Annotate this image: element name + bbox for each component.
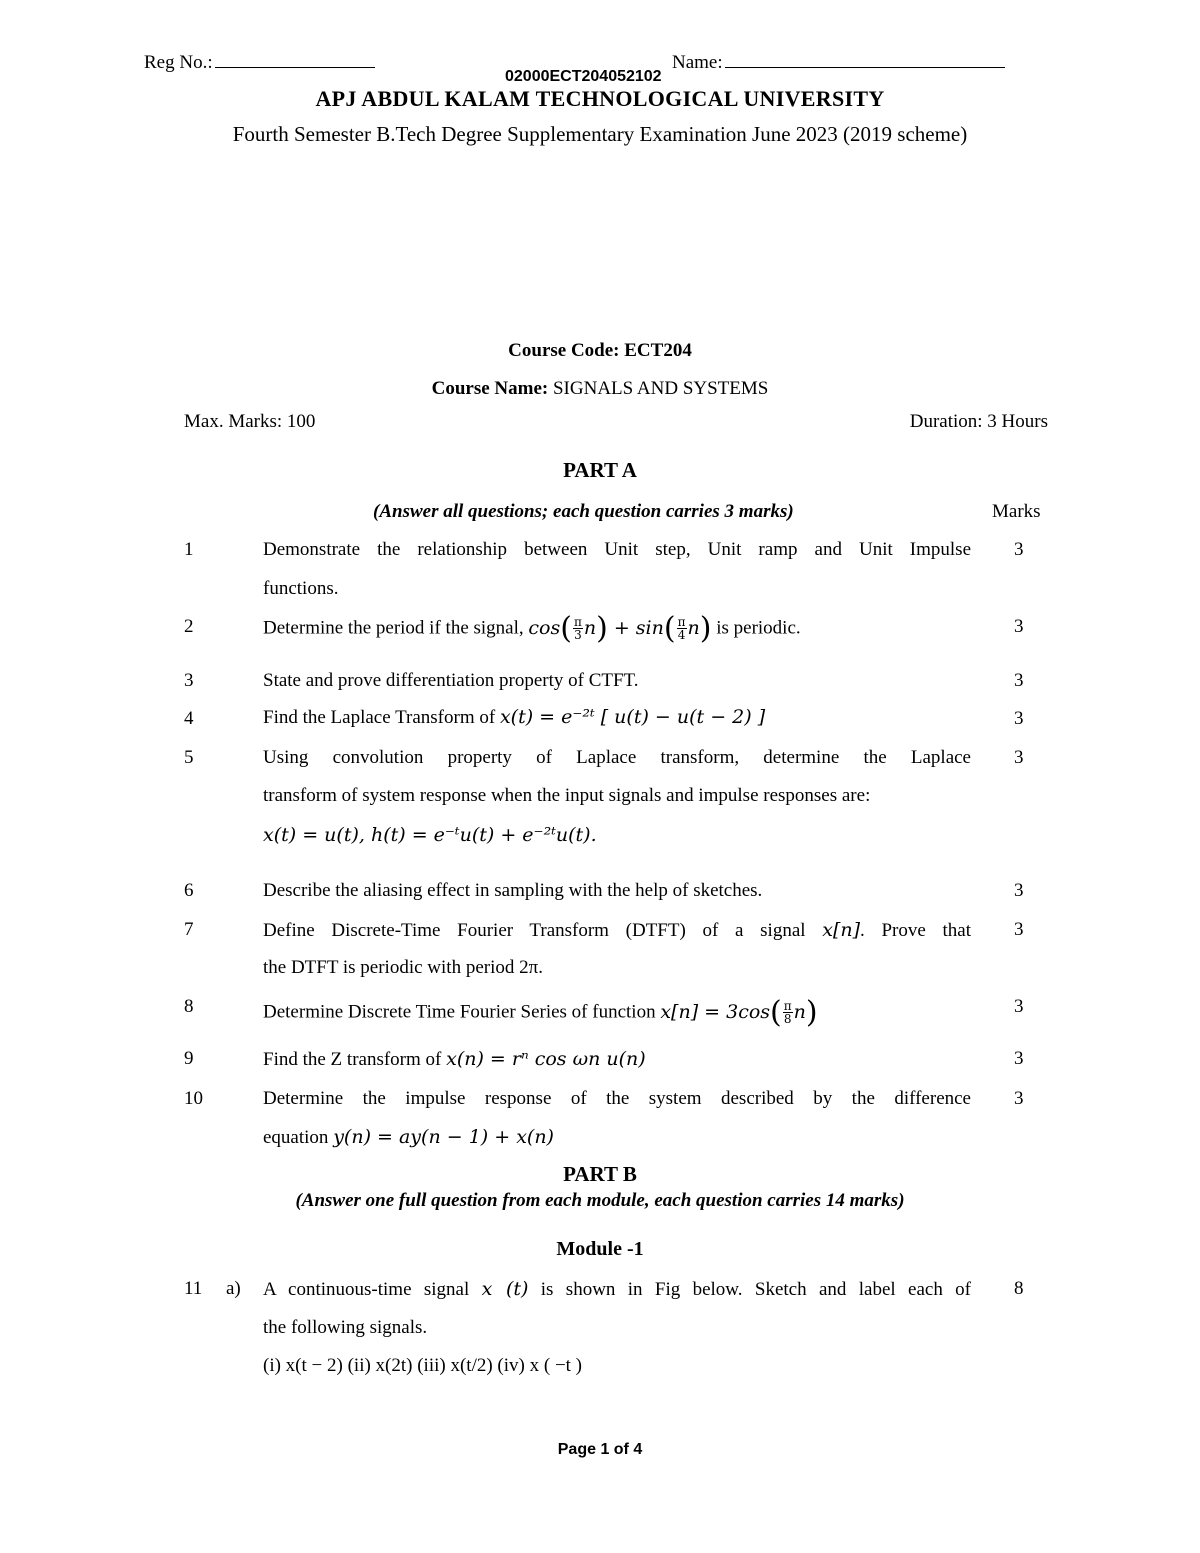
reg-no-field [144,52,375,74]
part-b-instruction: (Answer one full question from each module, each question carries 14 marks) [295,1190,905,1211]
q7-text-line2: the DTFT is periodic with period 2π. [263,957,543,978]
q9-number: 9 [184,1048,194,1069]
q7-math: x[n] [822,919,861,941]
name-label: Name: [672,52,723,73]
q3-text: State and prove differentiation property of CTFT. [263,670,639,691]
part-a-instruction: (Answer all questions; each question carries 3 marks) [373,501,794,522]
q8-number: 8 [184,996,194,1017]
q9-text-pre: Find the Z transform of [263,1049,447,1070]
q7-marks: 3 [1014,919,1024,940]
q10-marks: 3 [1014,1088,1024,1109]
part-a-title: PART A [563,458,637,482]
q1-number: 1 [184,539,194,560]
reg-no-line [215,67,375,68]
q11a-math: x (t) [481,1278,529,1300]
q11a-line3: (i) x(t − 2) (ii) x(2t) (iii) x(t/2) (iv) x ( −t ) [263,1355,583,1376]
q10-number: 10 [184,1088,203,1109]
q11a-text [263,1278,971,1301]
q4-text [263,706,765,729]
name-field [672,52,1005,74]
q9-marks: 3 [1014,1048,1024,1069]
q10-text-line2 [263,1126,554,1149]
q2-text-post: is periodic. [711,617,801,639]
name-line [725,67,1005,68]
university-title: APJ ABDUL KALAM TECHNOLOGICAL UNIVERSITY [315,86,885,111]
max-marks: Max. Marks: 100 [184,411,316,432]
q11a-text-post: is shown in Fig below. Sketch and label each of [528,1279,971,1300]
q2-number: 2 [184,616,194,637]
part-b-title: PART B [563,1162,637,1186]
q8-marks: 3 [1014,996,1024,1017]
q2-math: cos( $\frac{\pi}{3}$ n) + sin( $\frac{\pi}{4}$ n) [528,610,712,646]
course-name-label: Course Name: [431,378,553,399]
q11a-text-line2: the following signals. [263,1317,428,1338]
q8-math: x[n] = 3cos( $\frac{\pi}{8}$ n) [660,994,818,1030]
q7-text-pre: Define Discrete-Time Fourier Transform (DTFT) of a signal [263,920,823,941]
q10-text2-pre: equation [263,1127,334,1148]
q9-text [263,1048,646,1071]
q6-number: 6 [184,880,194,901]
course-code: Course Code: ECT204 [508,340,692,361]
q5-text-line2: transform of system response when the input signals and impulse responses are: [263,785,871,806]
q10-text: Determine the impulse response of the system described by the difference [263,1088,971,1109]
marks-header: Marks [992,501,1041,522]
q1-marks: 3 [1014,539,1024,560]
module-title: Module -1 [556,1238,644,1260]
q3-marks: 3 [1014,670,1024,691]
q7-text [263,919,971,942]
q11a-marks: 8 [1014,1278,1024,1299]
q6-text: Describe the aliasing effect in sampling with the help of sketches. [263,880,763,901]
q3-number: 3 [184,670,194,691]
q6-marks: 3 [1014,880,1024,901]
q5-text: Using convolution property of Laplace transform, determine the Laplace [263,747,971,768]
q2-text-pre: Determine the period if the signal, [263,617,529,639]
paper-id: 02000ECT204052102 [505,68,662,85]
q5-math: x(t) = u(t), h(t) = e⁻ᵗu(t) + e⁻²ᵗu(t). [263,824,597,846]
q11a-text-pre: A continuous-time signal [263,1279,482,1300]
exam-title: Fourth Semester B.Tech Degree Supplementary Examination June 2023 (2019 scheme) [232,122,968,146]
q8-text [263,994,818,1030]
q4-marks: 3 [1014,708,1024,729]
course-name-value: SIGNALS AND SYSTEMS [552,378,769,399]
q7-number: 7 [184,919,194,940]
q1-text-line2: functions. [263,578,339,599]
q8-math-lhs: x[n] = 3cos [660,1000,771,1023]
q11-sub-label: a) [226,1278,241,1299]
q9-math: x(n) = rⁿ cos ωn u(n) [446,1048,646,1070]
q4-text-pre: Find the Laplace Transform of [263,707,500,728]
q2-marks: 3 [1014,616,1024,637]
q1-text: Demonstrate the relationship between Unit step, Unit ramp and Unit Impulse [263,539,971,560]
q4-math: x(t) = e⁻²ᵗ [ u(t) − u(t − 2) ] [499,706,766,728]
q4-number: 4 [184,708,194,729]
q5-marks: 3 [1014,747,1024,768]
duration: Duration: 3 Hours [909,411,1048,432]
q7-text-post: . Prove that [860,920,971,941]
q5-number: 5 [184,747,194,768]
q10-math: y(n) = ay(n − 1) + x(n) [333,1126,554,1148]
q8-text-pre: Determine Discrete Time Fourier Series of function [263,1001,661,1023]
page-number: Page 1 of 4 [557,1441,643,1458]
q11-number: 11 [184,1278,203,1299]
reg-no-label: Reg No.: [144,52,213,73]
q2-text [263,610,801,646]
course-name [0,378,1200,400]
